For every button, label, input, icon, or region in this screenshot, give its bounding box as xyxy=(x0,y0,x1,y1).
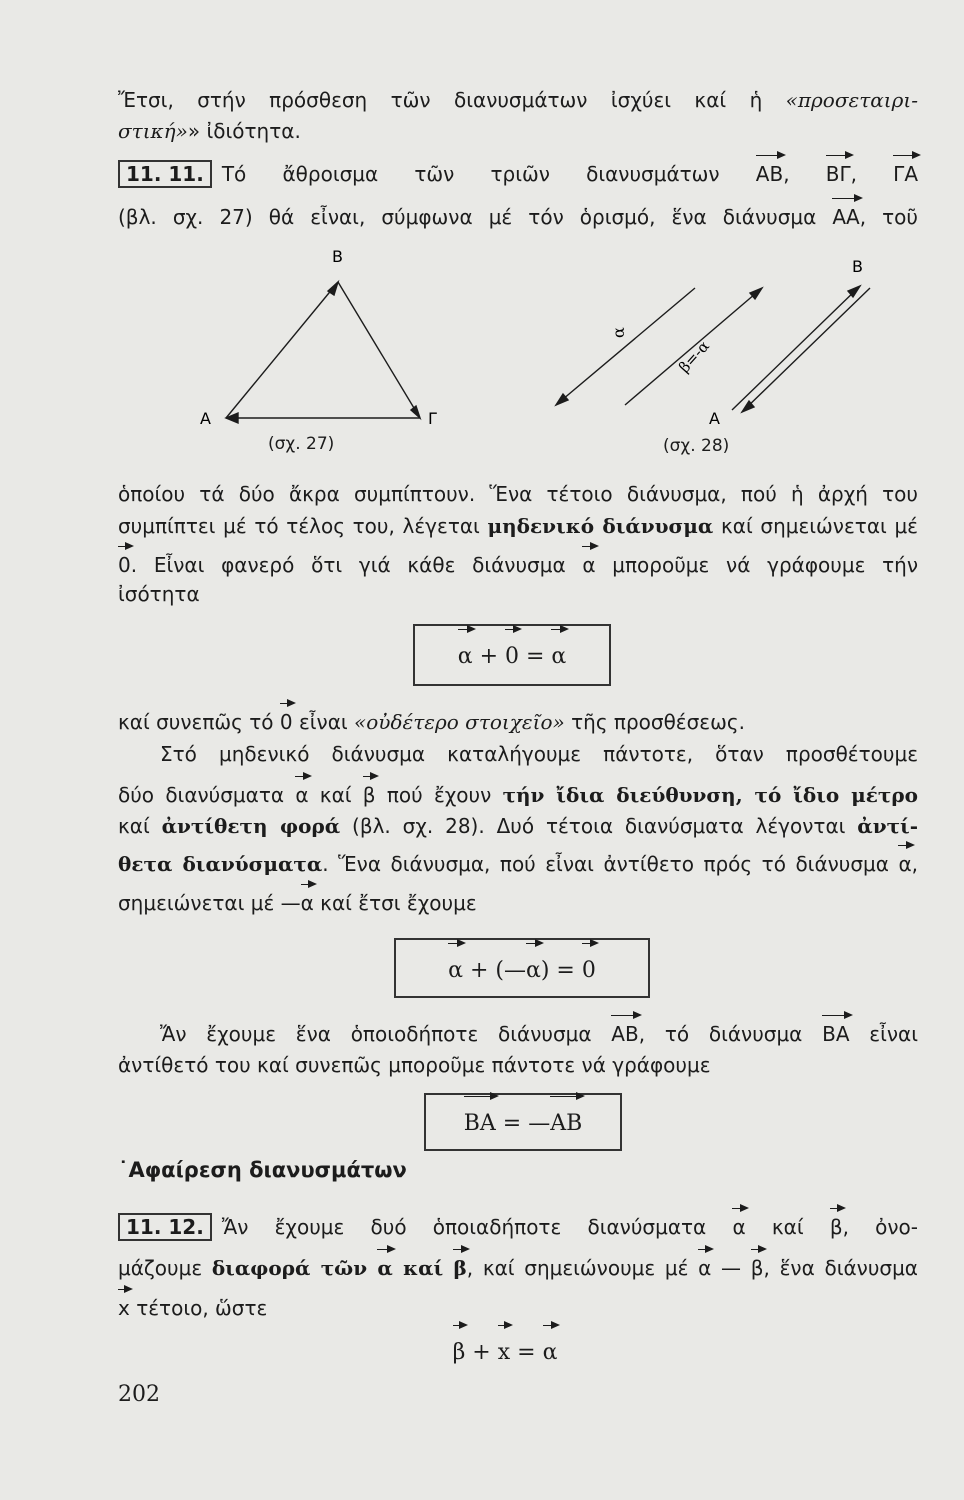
arrowhead-g xyxy=(411,406,420,418)
paragraph-4-line-1: Στό μηδενικό διάνυσμα καταλήγουμε πάντοτε, ὅταν προσθέτουμε xyxy=(160,742,918,766)
section-11-12-line-1: 11. 12. Ἄν ἔχουμε δυό ὁποιαδήποτε διανύσματα α καί β, ὀνο- xyxy=(118,1213,918,1241)
section-number-11-12: 11. 12. xyxy=(118,1213,212,1241)
vector-alpha: α xyxy=(582,553,596,577)
vector-ga: ΓΑ xyxy=(893,162,918,186)
paragraph-2-line-2: συμπίπτει μέ τό τέλος του, λέγεται μηδενικό διάνυσμα καί σημειώνεται μέ xyxy=(118,514,918,538)
section-11-11-line-2: (βλ. σχ. 27) θά εἶναι, σύμφωνα μέ τόν ὁρισμό, ἕνα διάνυσμα ΑΑ, τοῦ xyxy=(118,205,918,229)
section-11-11-line-1: 11. 11. Τό ἄθροισμα τῶν τριῶν διανυσμάτων ΑΒ, ΒΓ, ΓΑ xyxy=(118,160,918,188)
triangle-side-ab xyxy=(226,282,338,418)
section-heading: ˙Αφαίρεση διανυσμάτων xyxy=(118,1158,407,1182)
section-11-12-line-2: μάζουμε διαφορά τῶν α καί β, καί σημειώνουμε μέ α — β, ἕνα διάνυσμα xyxy=(118,1256,918,1280)
arrowhead-a xyxy=(226,413,238,423)
vector-bg: ΒΓ xyxy=(825,162,851,186)
figure-28-caption: (σχ. 28) xyxy=(663,436,730,456)
formula-2: α + (—α) = 0 xyxy=(396,948,648,994)
vector-ab: ΑΒ xyxy=(755,162,784,186)
fig28-label-alpha: α xyxy=(609,327,628,338)
fig28-label-a: Α xyxy=(709,409,720,428)
section-number-11-11: 11. 11. xyxy=(118,160,212,188)
paragraph-1-line-1: Ἔτσι, στήν πρόσθεση τῶν διανυσμάτων ἰσχύει καί ἡ «προσεταιρι- xyxy=(118,88,918,112)
section-11-12-line-3: x τέτοιο, ὥστε xyxy=(118,1296,268,1320)
formula-box-3 xyxy=(424,1093,622,1151)
vector-ba-line xyxy=(742,288,870,412)
figure-27-caption: (σχ. 27) xyxy=(268,434,335,454)
triangle-side-bg xyxy=(338,282,420,418)
paragraph-4-line-3: καί ἀντίθετη φορά (βλ. σχ. 28). Δυό τέτοια διανύσματα λέγονται ἀντί- xyxy=(118,814,918,838)
paragraph-4-line-5: σημειώνεται μέ —α καί ἔτσι ἔχουμε xyxy=(118,891,477,915)
page-number: 202 xyxy=(118,1382,160,1407)
paragraph-4-line-4: θετα διανύσματα. Ἕνα διάνυσμα, πού εἶναι ἀντίθετο πρός τό διάνυσμα α, xyxy=(118,852,919,876)
paragraph-1-line-2: στική»» ἰδιότητα. xyxy=(118,119,301,143)
paragraph-2-line-1: ὁποίου τά δύο ἄκρα συμπίπτουν. Ἕνα τέτοιο διάνυσμα, πού ἡ ἀρχή του xyxy=(118,482,918,506)
formula-1: α + 0 = α xyxy=(415,634,609,680)
formula-box-2 xyxy=(394,938,650,998)
fig27-label-g: Γ xyxy=(428,409,437,428)
paragraph-2-line-3: 0. Εἶναι φανερό ὅτι γιά κάθε διάνυσμα α μποροῦμε νά γράφουμε τήν xyxy=(118,553,919,577)
paragraph-5-line-1: Ἄν ἔχουμε ἕνα ὁποιοδήποτε διάνυσμα ΑΒ, τό διάνυσμα ΒΑ εἶναι xyxy=(160,1022,918,1046)
vector-aa: ΑΑ xyxy=(832,205,860,229)
paragraph-4-line-2: δύο διανύσματα α καί β πού ἔχουν τήν ἴδια διεύθυνση, τό ἴδιο μέτρο xyxy=(118,783,919,807)
zero-vector: 0 xyxy=(118,553,131,577)
figures-svg xyxy=(0,0,964,480)
vector-ab-line xyxy=(732,286,860,410)
formula-box-1 xyxy=(413,624,611,686)
fig28-label-b: Β xyxy=(852,257,863,276)
formula-4: β + x = α xyxy=(430,1330,580,1376)
formula-3: ΒΑ = —ΑΒ xyxy=(426,1101,620,1147)
figure-27-triangle xyxy=(226,282,420,423)
vector-alpha-line xyxy=(556,288,695,405)
fig27-label-b: Β xyxy=(332,247,343,266)
paragraph-2-line-4: ἰσότητα xyxy=(118,582,200,606)
figure-28-vectors xyxy=(556,286,870,412)
paragraph-3: καί συνεπῶς τό 0 εἶναι «οὐδέτερο στοιχεῖο» τῆς προσθέσεως. xyxy=(118,710,745,734)
fig28-label-beta-minus-alpha: β=-α xyxy=(675,337,713,377)
paragraph-5-line-2: ἀντίθετό του καί συνεπῶς μποροῦμε πάντοτε νά γράφουμε xyxy=(118,1053,711,1077)
fig27-label-a: Α xyxy=(200,409,211,428)
